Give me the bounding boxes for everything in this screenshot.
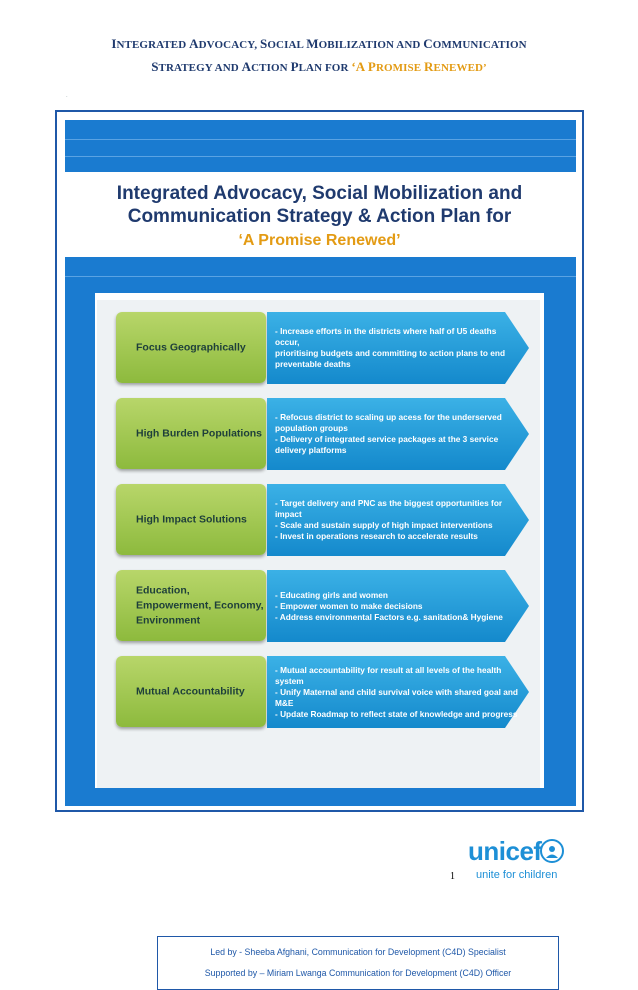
bullet-text: population groups bbox=[275, 423, 348, 433]
mid-blue-band bbox=[65, 257, 576, 293]
band-rule bbox=[65, 139, 576, 140]
hdr-cap: A bbox=[241, 59, 252, 74]
bullet-text: - Scale and sustain supply of high impact interventions bbox=[275, 520, 493, 530]
bullet-text: - Delivery of integrated service packages at the 3 service bbox=[275, 434, 499, 444]
bullet-text: - Unify Maternal and child survival voice with shared goal and M&E bbox=[275, 686, 518, 708]
hdr-rest: CTION bbox=[251, 62, 291, 74]
cover-title-line3: ‘A Promise Renewed’ bbox=[238, 232, 401, 249]
hdr-cap: P bbox=[367, 59, 376, 74]
left-blue-strip bbox=[65, 293, 95, 806]
hdr-cap: M bbox=[306, 36, 319, 51]
hdr-rest: OBILIZATION AND bbox=[318, 39, 424, 51]
diagram-row bbox=[97, 478, 540, 562]
bullet-text: - Mutual accountability for result at all levels of the health system bbox=[275, 664, 502, 686]
row-label-box bbox=[116, 570, 266, 641]
hdr-rest: TRATEGY AND bbox=[158, 62, 242, 74]
credit-supported-by: Supported by – Miriam Lwanga Communication for Development (C4D) Officer bbox=[204, 968, 512, 978]
hdr-rest: NTEGRATED bbox=[116, 39, 190, 51]
row-label-box bbox=[116, 484, 266, 555]
row-label-box bbox=[116, 312, 266, 383]
unicef-emblem-icon bbox=[540, 839, 564, 863]
row-bullets bbox=[275, 564, 520, 648]
bullet-text: - Address environmental Factors e.g. sanitation& Hygiene bbox=[275, 611, 503, 622]
row-bullets bbox=[275, 392, 520, 476]
hdr-cap: I bbox=[111, 36, 117, 51]
right-blue-strip bbox=[544, 293, 576, 806]
credit-led-by: Led by - Sheeba Afghani, Communication for Development (C4D) Specialist bbox=[210, 947, 506, 957]
diagram-row bbox=[97, 392, 540, 476]
hdr-quote: ‘A bbox=[351, 59, 368, 74]
bullet-text: - Empower women to make decisions bbox=[275, 600, 423, 611]
top-blue-band bbox=[65, 120, 576, 172]
bullet-text: - Update Roadmap to reflect state of knowledge and progress bbox=[275, 708, 518, 719]
cover-title-line1: Integrated Advocacy, Social Mobilization and bbox=[116, 183, 523, 204]
bullet-text: - Target delivery and PNC as the biggest opportunities for impact bbox=[275, 498, 503, 519]
row-label: Focus Geographically bbox=[136, 341, 246, 353]
logo-wordmark: unicef bbox=[468, 836, 542, 866]
bullet-text: - Refocus district to scaling up acess for the underserved bbox=[275, 412, 502, 422]
hdr-cap: C bbox=[423, 36, 433, 51]
hdr-cap: S bbox=[260, 36, 268, 51]
row-label: Education, Empowerment, Economy, Environment bbox=[136, 584, 264, 626]
row-label-box bbox=[116, 656, 266, 727]
row-bullets bbox=[275, 478, 520, 562]
row-bullets bbox=[275, 650, 520, 734]
bottom-blue-band bbox=[65, 788, 576, 806]
hdr-rest: LAN FOR bbox=[298, 62, 352, 74]
running-header-line2 bbox=[0, 59, 638, 75]
row-label: High Burden Populations bbox=[136, 427, 262, 439]
hdr-rest: DVOCACY, bbox=[198, 39, 261, 51]
cover-title-line2: Communication Strategy & Action Plan for bbox=[127, 206, 512, 227]
hdr-rest: OMMUNICATION bbox=[432, 39, 527, 51]
hdr-rest: OCIAL bbox=[267, 39, 307, 51]
bullet-text: prioritising budgets and committing to action plans to end bbox=[275, 348, 506, 358]
band-rule bbox=[65, 276, 576, 277]
unicef-logo bbox=[468, 836, 568, 891]
diagram-row bbox=[97, 306, 540, 390]
row-label: Mutual Accountability bbox=[136, 685, 245, 697]
hdr-cap: S bbox=[151, 59, 159, 74]
stray-mark: . bbox=[66, 93, 68, 99]
diagram-row bbox=[97, 564, 540, 648]
band-rule bbox=[65, 156, 576, 157]
diagram-row bbox=[97, 650, 540, 734]
hdr-cap: A bbox=[189, 36, 199, 51]
running-header-line1 bbox=[0, 36, 638, 52]
row-bullets bbox=[275, 306, 520, 390]
row-label-box bbox=[116, 398, 266, 469]
bullet-text: preventable deaths bbox=[275, 359, 351, 369]
hdr-rest: ENEWED’ bbox=[433, 62, 487, 74]
logo-tagline: unite for children bbox=[476, 869, 558, 881]
bullet-text: - Educating girls and women bbox=[275, 589, 388, 600]
hdr-cap: R bbox=[424, 59, 434, 74]
credits-box bbox=[157, 936, 559, 990]
bullet-text: - Invest in operations research to accelerate results bbox=[275, 531, 478, 541]
bullet-text: - Increase efforts in the districts where half of U5 deaths occur, bbox=[275, 326, 497, 347]
hdr-rest: ROMISE bbox=[375, 62, 425, 74]
hdr-cap: P bbox=[290, 59, 299, 74]
bullet-text: delivery platforms bbox=[275, 445, 347, 455]
row-label: High Impact Solutions bbox=[136, 513, 247, 525]
page-number: 1 bbox=[450, 871, 455, 882]
